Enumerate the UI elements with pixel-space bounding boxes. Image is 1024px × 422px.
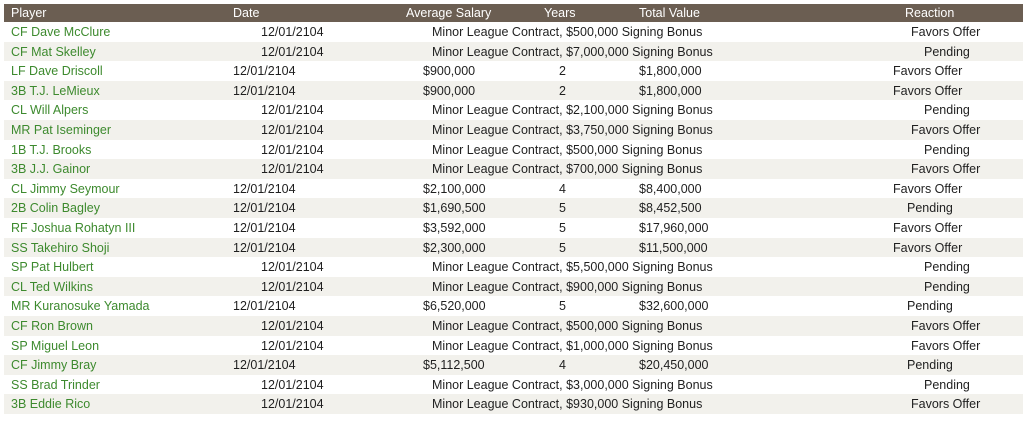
player-link[interactable]: CF Ron Brown <box>11 318 93 333</box>
table-row[interactable] <box>4 218 1023 238</box>
player-link[interactable]: SP Miguel Leon <box>11 338 100 353</box>
reaction-status: Favors Offer <box>911 338 981 353</box>
contract-years: 2 <box>559 83 566 98</box>
player-link[interactable]: RF Joshua Rohatyn III <box>11 220 136 235</box>
reaction-status: Pending <box>924 142 970 157</box>
reaction-status: Pending <box>907 201 953 216</box>
reaction-status: Pending <box>924 279 970 294</box>
column-header-years[interactable]: Years <box>544 6 576 20</box>
contract-years: 4 <box>559 358 566 373</box>
offer-date: 12/01/2104 <box>233 220 296 235</box>
contract-terms: Minor League Contract, $930,000 Signing Bonus <box>432 397 703 412</box>
offer-date: 12/01/2104 <box>261 44 324 59</box>
reaction-status: Favors Offer <box>893 64 963 79</box>
column-header-average-salary[interactable]: Average Salary <box>406 6 492 20</box>
reaction-status: Favors Offer <box>893 240 963 255</box>
average-salary: $2,300,000 <box>423 240 486 255</box>
player-link[interactable]: CL Ted Wilkins <box>11 279 93 294</box>
offer-date: 12/01/2104 <box>233 201 296 216</box>
offer-date: 12/01/2104 <box>261 260 324 275</box>
reaction-status: Favors Offer <box>911 122 981 137</box>
table-row[interactable] <box>4 296 1023 316</box>
table-row[interactable] <box>4 140 1023 160</box>
offer-date: 12/01/2104 <box>261 122 324 137</box>
contract-terms: Minor League Contract, $5,500,000 Signing Bonus <box>432 260 713 275</box>
contract-terms: Minor League Contract, $1,000,000 Signing Bonus <box>432 338 713 353</box>
player-link[interactable]: SP Pat Hulbert <box>11 260 94 275</box>
table-row[interactable] <box>4 316 1023 336</box>
player-link[interactable]: 3B Eddie Rico <box>11 397 91 412</box>
reaction-status: Pending <box>924 44 970 59</box>
player-link[interactable]: 3B J.J. Gainor <box>11 162 91 177</box>
table-header <box>4 4 1023 22</box>
table-row[interactable] <box>4 336 1023 356</box>
player-link[interactable]: 2B Colin Bagley <box>11 201 100 216</box>
contract-terms: Minor League Contract, $2,100,000 Signing Bonus <box>432 103 713 118</box>
table-row[interactable] <box>4 42 1023 62</box>
total-value: $1,800,000 <box>639 83 702 98</box>
offer-date: 12/01/2104 <box>233 240 296 255</box>
column-header-player[interactable]: Player <box>11 6 47 20</box>
player-link[interactable]: SS Brad Trinder <box>11 377 100 392</box>
contract-years: 2 <box>559 64 566 79</box>
reaction-status: Favors Offer <box>911 25 981 39</box>
total-value: $32,600,000 <box>639 299 709 314</box>
table-row[interactable] <box>4 355 1023 375</box>
contract-terms: Minor League Contract, $500,000 Signing Bonus <box>432 25 703 39</box>
contract-years: 5 <box>559 240 566 255</box>
total-value: $8,400,000 <box>639 181 702 196</box>
reaction-status: Favors Offer <box>911 397 981 412</box>
table-row[interactable] <box>4 238 1023 258</box>
player-link[interactable]: LF Dave Driscoll <box>11 64 103 79</box>
contract-terms: Minor League Contract, $900,000 Signing Bonus <box>432 279 703 294</box>
average-salary: $1,690,500 <box>423 201 486 216</box>
column-header-total-value[interactable]: Total Value <box>639 6 700 20</box>
table-row[interactable] <box>4 375 1023 395</box>
player-link[interactable]: CF Dave McClure <box>11 25 111 39</box>
table-row[interactable] <box>4 61 1023 81</box>
contract-terms: Minor League Contract, $3,000,000 Signing Bonus <box>432 377 713 392</box>
table-row[interactable] <box>4 277 1023 297</box>
offer-date: 12/01/2104 <box>261 377 324 392</box>
total-value: $20,450,000 <box>639 358 709 373</box>
contract-years: 5 <box>559 201 566 216</box>
player-link[interactable]: CF Mat Skelley <box>11 44 96 59</box>
offer-date: 12/01/2104 <box>261 279 324 294</box>
column-header-date[interactable]: Date <box>233 6 260 20</box>
reaction-status: Pending <box>924 260 970 275</box>
table-row[interactable] <box>4 394 1023 414</box>
average-salary: $2,100,000 <box>423 181 486 196</box>
offer-date: 12/01/2104 <box>261 25 324 39</box>
average-salary: $6,520,000 <box>423 299 486 314</box>
table-row[interactable] <box>4 159 1023 179</box>
average-salary: $900,000 <box>423 83 476 98</box>
contract-terms: Minor League Contract, $500,000 Signing Bonus <box>432 142 703 157</box>
table-row[interactable] <box>4 257 1023 277</box>
column-header-reaction[interactable]: Reaction <box>905 6 955 20</box>
total-value: $17,960,000 <box>639 220 709 235</box>
offer-date: 12/01/2104 <box>233 64 296 79</box>
average-salary: $3,592,000 <box>423 220 486 235</box>
table-row[interactable] <box>4 120 1023 140</box>
total-value: $1,800,000 <box>639 64 702 79</box>
reaction-status: Pending <box>907 358 953 373</box>
average-salary: $900,000 <box>423 64 476 79</box>
reaction-status: Favors Offer <box>911 162 981 177</box>
player-link[interactable]: CL Will Alpers <box>11 103 89 118</box>
average-salary: $5,112,500 <box>423 358 485 373</box>
contract-terms: Minor League Contract, $500,000 Signing Bonus <box>432 318 703 333</box>
offer-date: 12/01/2104 <box>261 397 324 412</box>
contract-terms: Minor League Contract, $700,000 Signing Bonus <box>432 162 703 177</box>
contract-terms: Minor League Contract, $3,750,000 Signing Bonus <box>432 122 713 137</box>
reaction-status: Favors Offer <box>893 220 963 235</box>
contract-terms: Minor League Contract, $7,000,000 Signing Bonus <box>432 44 713 59</box>
contract-offers-table <box>4 4 1023 420</box>
player-link[interactable]: 3B T.J. LeMieux <box>11 83 100 98</box>
offer-date: 12/01/2104 <box>233 83 296 98</box>
player-link[interactable]: CL Jimmy Seymour <box>11 181 120 196</box>
reaction-status: Favors Offer <box>893 181 963 196</box>
total-value: $8,452,500 <box>639 201 702 216</box>
contract-years: 4 <box>559 181 566 196</box>
table-row[interactable] <box>4 81 1023 101</box>
player-link[interactable]: CF Jimmy Bray <box>11 358 97 373</box>
player-link[interactable]: MR Pat Iseminger <box>11 122 112 137</box>
table-body <box>4 22 1023 414</box>
contract-years: 5 <box>559 220 566 235</box>
table-row[interactable] <box>4 100 1023 120</box>
table-row[interactable] <box>4 198 1023 218</box>
offer-date: 12/01/2104 <box>261 338 324 353</box>
player-link[interactable]: SS Takehiro Shoji <box>11 240 110 255</box>
player-link[interactable]: MR Kuranosuke Yamada <box>11 299 150 314</box>
offer-date: 12/01/2104 <box>233 358 296 373</box>
total-value: $11,500,000 <box>639 240 708 255</box>
offer-date: 12/01/2104 <box>261 103 324 118</box>
table-row[interactable] <box>4 179 1023 199</box>
offer-date: 12/01/2104 <box>261 318 324 333</box>
reaction-status: Favors Offer <box>911 318 981 333</box>
reaction-status: Pending <box>924 103 970 118</box>
table-row[interactable] <box>4 22 1023 42</box>
reaction-status: Pending <box>907 299 953 314</box>
offer-date: 12/01/2104 <box>233 181 296 196</box>
reaction-status: Pending <box>924 377 970 392</box>
offer-date: 12/01/2104 <box>233 299 296 314</box>
contract-years: 5 <box>559 299 566 314</box>
player-link[interactable]: 1B T.J. Brooks <box>11 142 92 157</box>
reaction-status: Favors Offer <box>893 83 963 98</box>
offer-date: 12/01/2104 <box>261 162 324 177</box>
offer-date: 12/01/2104 <box>261 142 324 157</box>
